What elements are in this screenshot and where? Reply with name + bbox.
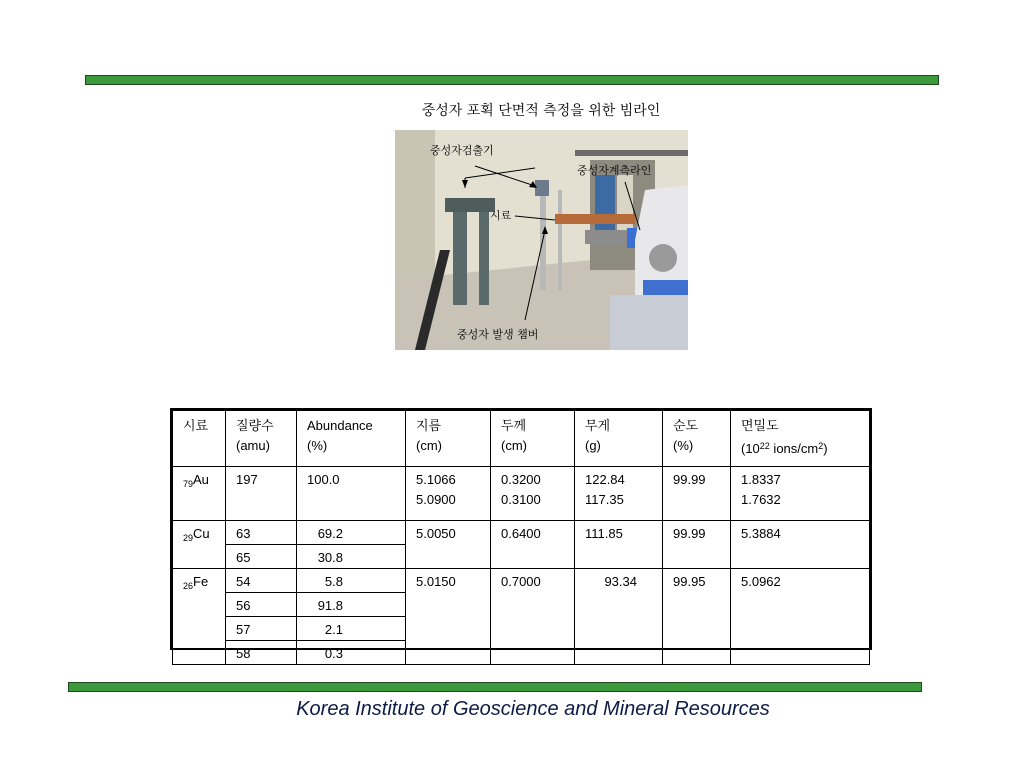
header-cell: Abundance (%) bbox=[297, 411, 406, 467]
abundance-cell: 5.8 bbox=[297, 569, 406, 593]
weight-cell: 122.84 117.35 bbox=[575, 467, 663, 521]
weight-cell: 111.85 bbox=[575, 521, 663, 569]
thickness-cell: 0.6400 bbox=[491, 521, 575, 569]
header-cell: 무게 (g) bbox=[575, 411, 663, 467]
abundance-cell: 91.8 bbox=[297, 593, 406, 617]
abundance-cell: 2.1 bbox=[297, 617, 406, 641]
sample-cell: $_{79}$Au bbox=[173, 467, 226, 521]
beamline-photo bbox=[395, 130, 688, 350]
header-cell: 면밀도 ($10^{22}$ ions/$cm^2$) bbox=[731, 411, 870, 467]
header-cell: 순도 (%) bbox=[663, 411, 731, 467]
beamline-label: 중성자계측라인 bbox=[577, 164, 652, 177]
sample-cell: $_{29}$Cu bbox=[173, 521, 226, 569]
diameter-cell: 5.0150 bbox=[406, 569, 491, 665]
thickness-cell: 0.3200 0.3100 bbox=[491, 467, 575, 521]
weight-cell: 93.34 bbox=[575, 569, 663, 665]
mass-cell: 65 bbox=[226, 545, 297, 569]
header-cell: 질량수 (amu) bbox=[226, 411, 297, 467]
header-cell: 지름 (cm) bbox=[406, 411, 491, 467]
table-header-row bbox=[173, 411, 870, 467]
sample-cell: $_{26}$Fe bbox=[173, 569, 226, 665]
table-row-cu bbox=[173, 521, 870, 545]
chamber-label: 중성자 발생 챔버 bbox=[457, 328, 539, 341]
mass-cell: 57 bbox=[226, 617, 297, 641]
sample-table bbox=[170, 408, 872, 661]
abundance-cell: 30.8 bbox=[297, 545, 406, 569]
thickness-cell: 0.7000 bbox=[491, 569, 575, 665]
abundance-cell: 69.2 bbox=[297, 521, 406, 545]
mass-cell: 58 bbox=[226, 641, 297, 665]
table-row-fe bbox=[173, 569, 870, 593]
mass-cell: 197 bbox=[226, 467, 297, 521]
table-row-au bbox=[173, 467, 870, 521]
purity-cell: 99.99 bbox=[663, 467, 731, 521]
density-cell: 5.0962 bbox=[731, 569, 870, 665]
slide-title: 중성자 포획 단면적 측정을 위한 빔라인 bbox=[421, 103, 661, 119]
header-cell: 두께 (cm) bbox=[491, 411, 575, 467]
density-cell: 5.3884 bbox=[731, 521, 870, 569]
purity-cell: 99.99 bbox=[663, 521, 731, 569]
header-cell: 시료 bbox=[173, 411, 226, 467]
mass-cell: 56 bbox=[226, 593, 297, 617]
bottom-divider-bar bbox=[68, 682, 922, 692]
top-divider-bar bbox=[85, 75, 939, 85]
density-cell: 1.8337 1.7632 bbox=[731, 467, 870, 521]
mass-cell: 54 bbox=[226, 569, 297, 593]
institution-footer: Korea Institute of Geoscience and Mineral Resources bbox=[296, 698, 770, 720]
abundance-cell: 100.0 bbox=[297, 467, 406, 521]
mass-cell: 63 bbox=[226, 521, 297, 545]
detector-label: 중성자검출기 bbox=[430, 144, 494, 157]
diameter-cell: 5.1066 5.0900 bbox=[406, 467, 491, 521]
abundance-cell: 0.3 bbox=[297, 641, 406, 665]
diameter-cell: 5.0050 bbox=[406, 521, 491, 569]
purity-cell: 99.95 bbox=[663, 569, 731, 665]
sample-label: 시료 bbox=[490, 209, 512, 222]
